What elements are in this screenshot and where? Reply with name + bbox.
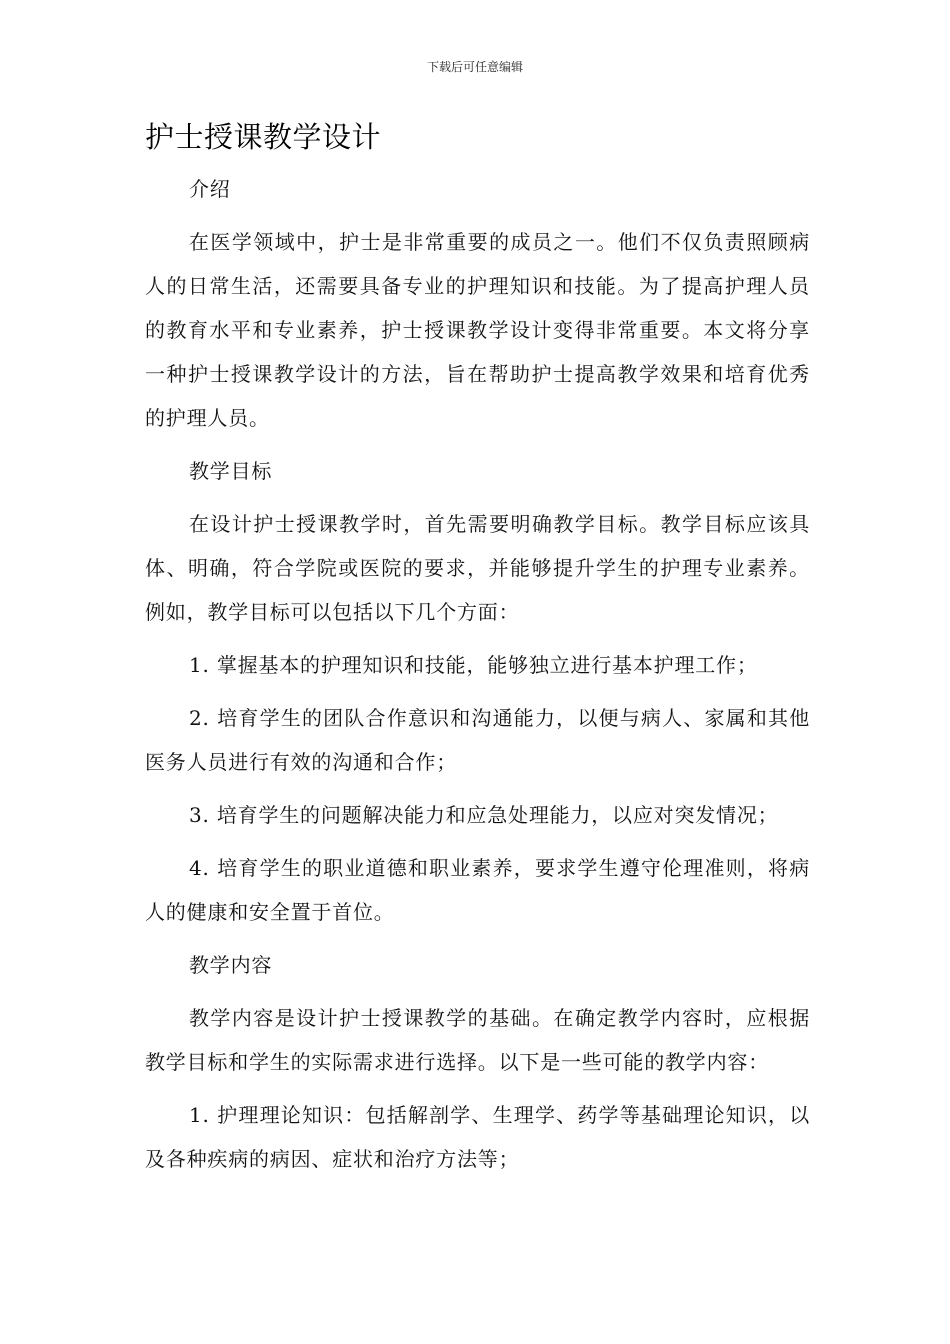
document-body	[145, 167, 810, 1190]
paragraph-intro: 在医学领域中，护士是非常重要的成员之一。他们不仅负责照顾病人的日常生活，还需要具备专业的护理知识和技能。为了提高护理人员的教育水平和专业素养，护士授课教学设计变得非常重要。本文将分享一种护士授课教学设计的方法，旨在帮助护士提高教学效果和培育优秀的护理人员。	[145, 230, 810, 430]
list-item-goal-1: 1. 掌握基本的护理知识和技能，能够独立进行基本护理工作；	[189, 653, 758, 677]
section-heading-intro: 介绍	[189, 177, 231, 201]
list-item-goal-3: 3. 培育学生的问题解决能力和应急处理能力，以应对突发情况；	[189, 803, 779, 827]
section-heading-content: 教学内容	[189, 953, 273, 977]
paragraph-goals: 在设计护士授课教学时，首先需要明确教学目标。教学目标应该具体、明确，符合学院或医院的要求，并能够提升学生的护理专业素养。例如，教学目标可以包括以下几个方面：	[145, 512, 810, 624]
paragraph-content: 教学内容是设计护士授课教学的基础。在确定教学内容时，应根据教学目标和学生的实际需求进行选择。以下是一些可能的教学内容：	[145, 1006, 810, 1074]
list-item-content-1: 1. 护理理论知识：包括解剖学、生理学、药学等基础理论知识，以及各种疾病的病因、症状和治疗方法等；	[145, 1103, 810, 1171]
section-heading-goals: 教学目标	[189, 459, 273, 483]
header-note: 下载后可任意编辑	[426, 60, 523, 74]
list-item-goal-2: 2. 培育学生的团队合作意识和沟通能力，以便与病人、家属和其他医务人员进行有效的沟通和合作；	[145, 706, 810, 774]
document-title: 护士授课教学设计	[145, 120, 382, 154]
list-item-goal-4: 4. 培育学生的职业道德和职业素养，要求学生遵守伦理准则，将病人的健康和安全置于首位。	[145, 856, 810, 924]
